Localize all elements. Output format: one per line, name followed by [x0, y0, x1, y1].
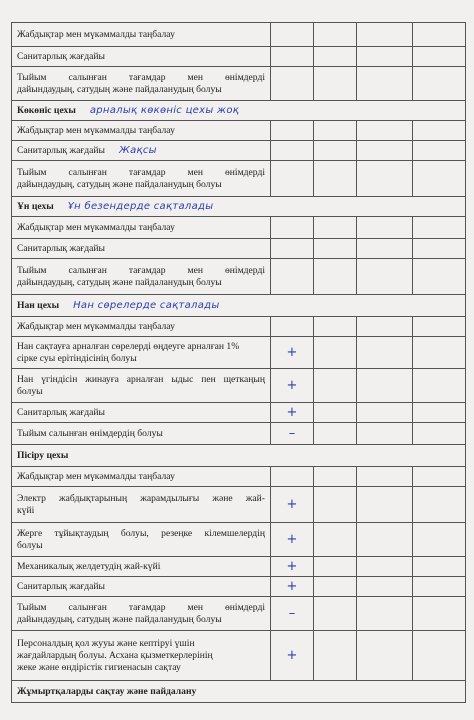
empty-cell: [413, 423, 466, 445]
checklist-body: [12, 23, 466, 703]
checklist-row: [12, 577, 466, 597]
handwritten-note: Нан сөрелерде сақталады: [73, 299, 220, 311]
checklist-row: [12, 403, 466, 423]
handwritten-note: арналық көкөніс цехы жоқ: [89, 104, 240, 116]
criterion-text-line: Нан сақтауға арналған сөрелерді өңдеуге арналған 1%: [17, 340, 240, 352]
empty-cell: [413, 23, 466, 47]
criterion-cell: [12, 523, 271, 557]
empty-cell: [314, 597, 357, 631]
criterion-cell: [12, 259, 271, 295]
empty-cell: [314, 239, 357, 259]
criterion-text-line: сірке суы ерітіндісінің болуы: [17, 352, 137, 364]
checklist-row: [12, 239, 466, 259]
criterion-text-line: дайындаудың, сатудың және пайдаланудың болуы: [17, 276, 222, 288]
empty-cell: [413, 369, 466, 403]
criterion-text-line: күйі: [17, 504, 35, 516]
checklist-row: [12, 161, 466, 197]
checklist-row: [12, 317, 466, 337]
empty-cell: [314, 631, 357, 681]
checklist-row: [12, 467, 466, 487]
result-mark-cell: [271, 557, 314, 577]
empty-cell: [357, 487, 413, 523]
inspection-checklist-table: [11, 22, 466, 703]
criterion-cell: [12, 631, 271, 681]
result-mark-cell: [271, 631, 314, 681]
checklist-row: [12, 369, 466, 403]
criterion-text-line: дайындаудың, сатудың және пайдаланудың болуы: [17, 83, 222, 95]
criterion-cell: [12, 217, 271, 239]
criterion-text-line: Тыйым салынған тағамдар мен өнімдерді: [17, 601, 265, 613]
empty-cell: [413, 217, 466, 239]
criterion-text-line: дайындаудың, сатудың және пайдаланудың болуы: [17, 613, 222, 625]
criterion-text-line: болуы: [17, 539, 43, 551]
checklist-row: [12, 23, 466, 47]
handwritten-mark: –: [288, 425, 296, 441]
section-header-row: [12, 197, 466, 217]
checklist-row: [12, 141, 466, 161]
handwritten-mark: +: [286, 404, 298, 420]
criterion-text-line: Нан үгіндісін жинауға арналған ыдыс пен щеткаңың: [17, 373, 265, 385]
empty-cell: [314, 557, 357, 577]
empty-cell: [357, 337, 413, 369]
checklist-row: [12, 217, 466, 239]
section-title-cell: [12, 295, 466, 317]
empty-cell: [357, 217, 413, 239]
result-mark-cell: [271, 23, 314, 47]
result-mark-cell: [271, 487, 314, 523]
checklist-row: [12, 631, 466, 681]
empty-cell: [314, 161, 357, 197]
empty-cell: [413, 141, 466, 161]
result-mark-cell: [271, 317, 314, 337]
section-title: Көкөніс цехы: [17, 104, 76, 116]
empty-cell: [314, 141, 357, 161]
checklist-row: [12, 47, 466, 67]
criterion-cell: [12, 337, 271, 369]
criterion-cell: [12, 141, 271, 161]
section-title: Жұмыртқаларды сақтау және пайдалану: [17, 685, 197, 697]
criterion-text-line: Тыйым салынған тағамдар мен өнімдерді: [17, 71, 265, 83]
empty-cell: [357, 423, 413, 445]
result-mark-cell: [271, 337, 314, 369]
handwritten-mark: +: [286, 558, 298, 574]
handwritten-mark: +: [286, 647, 298, 663]
empty-cell: [413, 631, 466, 681]
criterion-text-line: Электр жабдықтарының жарамдылығы және жай-: [17, 492, 265, 504]
empty-cell: [413, 161, 466, 197]
empty-cell: [357, 47, 413, 67]
criterion-cell: [12, 557, 271, 577]
empty-cell: [314, 523, 357, 557]
criterion-cell: [12, 23, 271, 47]
empty-cell: [357, 467, 413, 487]
section-title-cell: [12, 445, 466, 467]
empty-cell: [413, 577, 466, 597]
empty-cell: [357, 577, 413, 597]
section-title: Ұн цехы: [17, 200, 54, 212]
checklist-row: [12, 487, 466, 523]
criterion-cell: [12, 239, 271, 259]
empty-cell: [314, 67, 357, 101]
empty-cell: [357, 369, 413, 403]
empty-cell: [314, 259, 357, 295]
empty-cell: [314, 577, 357, 597]
criterion-text: Санитарлық жағдайы: [17, 50, 105, 62]
checklist-row: [12, 259, 466, 295]
criterion-text: Механикалық желдетудің жай-күйі: [17, 560, 161, 572]
criterion-cell: [12, 161, 271, 197]
empty-cell: [314, 467, 357, 487]
criterion-cell: [12, 487, 271, 523]
criterion-text-line: Жерге тұйықтаудың болуы, резеңке кілемшелердің: [17, 527, 265, 539]
criterion-text: Жабдықтар мен мүкәммалды таңбалау: [17, 221, 175, 233]
result-mark-cell: [271, 403, 314, 423]
section-title-cell: [12, 681, 466, 703]
criterion-cell: [12, 467, 271, 487]
criterion-text-line: Тыйым салынған тағамдар мен өнімдерді: [17, 264, 265, 276]
empty-cell: [413, 121, 466, 141]
empty-cell: [413, 337, 466, 369]
criterion-text: Санитарлық жағдайы: [17, 580, 105, 592]
empty-cell: [357, 557, 413, 577]
empty-cell: [413, 467, 466, 487]
empty-cell: [314, 403, 357, 423]
empty-cell: [357, 317, 413, 337]
empty-cell: [314, 47, 357, 67]
empty-cell: [314, 23, 357, 47]
result-mark-cell: [271, 161, 314, 197]
handwritten-mark: +: [286, 377, 298, 393]
result-mark-cell: [271, 141, 314, 161]
criterion-text: Жабдықтар мен мүкәммалды таңбалау: [17, 28, 175, 40]
section-title-cell: [12, 101, 466, 121]
section-header-row: [12, 101, 466, 121]
section-header-row: [12, 445, 466, 467]
criterion-cell: [12, 47, 271, 67]
criterion-text-line: Персоналдың қол жууы және кептіруі үшін: [17, 637, 195, 649]
result-mark-cell: [271, 369, 314, 403]
result-mark-cell: [271, 259, 314, 295]
handwritten-mark: +: [286, 496, 298, 512]
criterion-text-line: жеке және өндірістік гигиенасын сақтау: [17, 661, 181, 673]
checklist-row: [12, 557, 466, 577]
empty-cell: [357, 523, 413, 557]
criterion-cell: [12, 67, 271, 101]
empty-cell: [413, 239, 466, 259]
criterion-text: Санитарлық жағдайы: [17, 242, 105, 254]
criterion-text-line: жағдайлардың болуы. Асхана қызметкерлерінің: [17, 649, 213, 661]
criterion-text: Санитарлық жағдайы: [17, 406, 105, 418]
empty-cell: [357, 239, 413, 259]
criterion-cell: [12, 403, 271, 423]
empty-cell: [357, 121, 413, 141]
empty-cell: [314, 369, 357, 403]
empty-cell: [413, 597, 466, 631]
criterion-text-line: болуы: [17, 385, 43, 397]
checklist-row: [12, 67, 466, 101]
empty-cell: [413, 67, 466, 101]
criterion-text: Жабдықтар мен мүкәммалды таңбалау: [17, 320, 175, 332]
checklist-row: [12, 121, 466, 141]
empty-cell: [314, 487, 357, 523]
empty-cell: [357, 259, 413, 295]
empty-cell: [357, 141, 413, 161]
criterion-cell: [12, 369, 271, 403]
criterion-cell: [12, 317, 271, 337]
empty-cell: [357, 597, 413, 631]
handwritten-mark: +: [286, 531, 298, 547]
result-mark-cell: [271, 597, 314, 631]
result-mark-cell: [271, 47, 314, 67]
checklist-row: [12, 523, 466, 557]
section-header-row: [12, 295, 466, 317]
checklist-row: [12, 597, 466, 631]
checklist-row: [12, 337, 466, 369]
handwritten-mark: +: [286, 578, 298, 594]
handwritten-note: Жақсы: [119, 144, 157, 156]
empty-cell: [314, 217, 357, 239]
criterion-cell: [12, 423, 271, 445]
criterion-text: Санитарлық жағдайы: [17, 144, 105, 156]
empty-cell: [314, 337, 357, 369]
section-header-row: [12, 681, 466, 703]
criterion-text: Жабдықтар мен мүкәммалды таңбалау: [17, 470, 175, 482]
handwritten-mark: +: [286, 344, 298, 360]
criterion-cell: [12, 577, 271, 597]
empty-cell: [413, 487, 466, 523]
empty-cell: [357, 631, 413, 681]
section-title: Пісіру цехы: [17, 449, 69, 461]
empty-cell: [413, 317, 466, 337]
criterion-text: Жабдықтар мен мүкәммалды таңбалау: [17, 124, 175, 136]
section-title: Нан цехы: [17, 299, 60, 311]
empty-cell: [314, 317, 357, 337]
empty-cell: [413, 523, 466, 557]
result-mark-cell: [271, 217, 314, 239]
criterion-text-line: Тыйым салынған тағамдар мен өнімдерді: [17, 166, 265, 178]
result-mark-cell: [271, 423, 314, 445]
result-mark-cell: [271, 577, 314, 597]
empty-cell: [413, 557, 466, 577]
criterion-cell: [12, 121, 271, 141]
empty-cell: [357, 161, 413, 197]
empty-cell: [357, 23, 413, 47]
empty-cell: [314, 423, 357, 445]
empty-cell: [357, 67, 413, 101]
criterion-text: Тыйым салынған өнімдердің болуы: [17, 427, 163, 439]
criterion-text-line: дайындаудың, сатудың және пайдаланудың болуы: [17, 178, 222, 190]
empty-cell: [314, 121, 357, 141]
empty-cell: [413, 259, 466, 295]
handwritten-note: Ұн безендерде сақталады: [67, 200, 214, 212]
result-mark-cell: [271, 239, 314, 259]
result-mark-cell: [271, 467, 314, 487]
result-mark-cell: [271, 67, 314, 101]
empty-cell: [413, 47, 466, 67]
empty-cell: [413, 403, 466, 423]
criterion-cell: [12, 597, 271, 631]
section-title-cell: [12, 197, 466, 217]
result-mark-cell: [271, 523, 314, 557]
result-mark-cell: [271, 121, 314, 141]
handwritten-mark: –: [288, 605, 296, 621]
empty-cell: [357, 403, 413, 423]
checklist-row: [12, 423, 466, 445]
